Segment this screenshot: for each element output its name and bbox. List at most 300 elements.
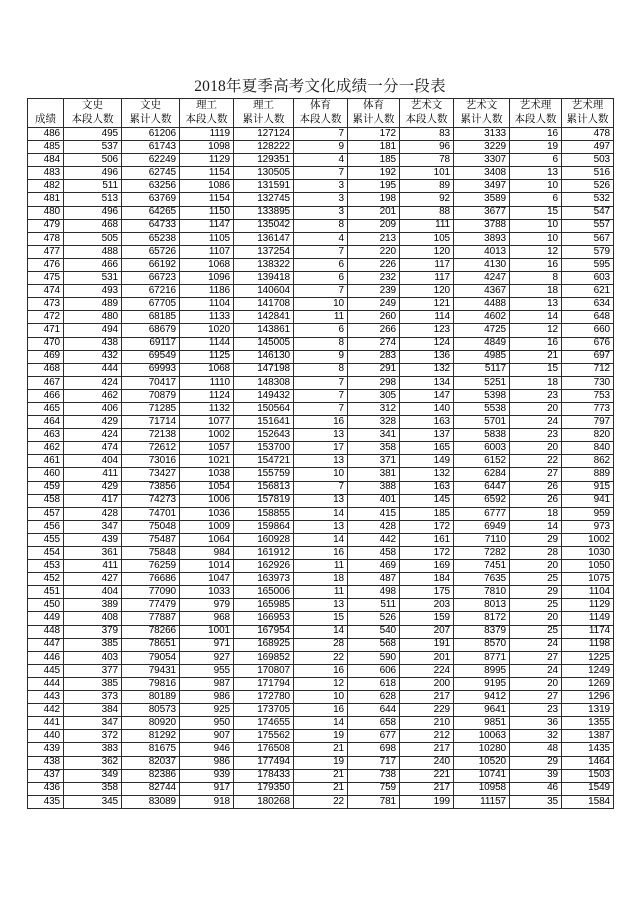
cell-wenshi-duan: 373 — [64, 691, 122, 704]
cell-ligong-duan: 925 — [180, 704, 234, 717]
cell-wenshi-duan: 404 — [64, 455, 122, 468]
cell-wenshi-lei: 73856 — [122, 481, 180, 494]
cell-ligong-duan: 1009 — [180, 520, 234, 533]
cell-wenshi-duan: 379 — [64, 625, 122, 638]
cell-yishuli-duan: 32 — [510, 730, 562, 743]
cell-ligong-duan: 907 — [180, 730, 234, 743]
cell-ligong-duan: 1064 — [180, 533, 234, 546]
cell-yishuli-lei: 1050 — [562, 560, 614, 573]
table-row — [28, 756, 614, 769]
cell-ligong-lei: 153700 — [234, 442, 294, 455]
cell-yishuli-duan: 6 — [510, 154, 562, 167]
cell-wenshi-duan: 428 — [64, 507, 122, 520]
cell-ligong-lei: 168925 — [234, 638, 294, 651]
table-row — [28, 507, 614, 520]
cell-yishuli-lei: 1030 — [562, 547, 614, 560]
cell-tiyu-duan: 7 — [294, 128, 348, 141]
cell-wenshi-duan: 403 — [64, 651, 122, 664]
cell-tiyu-lei: 428 — [348, 520, 400, 533]
cell-tiyu-lei: 249 — [348, 298, 400, 311]
cell-wenshi-lei: 77887 — [122, 612, 180, 625]
cell-yishuwen-lei: 10741 — [454, 769, 510, 782]
cell-tiyu-lei: 226 — [348, 258, 400, 271]
table-row — [28, 560, 614, 573]
cell-ligong-lei: 156813 — [234, 481, 294, 494]
cell-yishuwen-lei: 3677 — [454, 206, 510, 219]
cell-wenshi-lei: 80573 — [122, 704, 180, 717]
cell-wenshi-lei: 78266 — [122, 625, 180, 638]
cell-yishuli-lei: 1355 — [562, 717, 614, 730]
cell-yishuwen-duan: 88 — [400, 206, 454, 219]
cell-tiyu-lei: 209 — [348, 219, 400, 232]
cell-yishuli-lei: 1249 — [562, 664, 614, 677]
cell-tiyu-lei: 698 — [348, 743, 400, 756]
cell-wenshi-lei: 69549 — [122, 350, 180, 363]
cell-yishuli-duan: 48 — [510, 743, 562, 756]
column-header-sub-label: 累计人数 — [352, 114, 395, 125]
cell-wenshi-lei: 66723 — [122, 272, 180, 285]
table-row — [28, 324, 614, 337]
column-header-wenshi-lei — [122, 99, 180, 128]
cell-wenshi-lei: 75487 — [122, 533, 180, 546]
cell-tiyu-duan: 21 — [294, 743, 348, 756]
cell-tiyu-lei: 213 — [348, 232, 400, 245]
cell-wenshi-duan: 417 — [64, 494, 122, 507]
cell-yishuli-duan: 26 — [510, 494, 562, 507]
cell-yishuwen-lei: 3893 — [454, 232, 510, 245]
column-header-group-label: 艺术理 — [519, 100, 552, 111]
column-header-group-label: 艺术文 — [465, 100, 498, 111]
cell-tiyu-lei: 415 — [348, 507, 400, 520]
cell-score: 440 — [28, 730, 64, 743]
column-header-sub-label: 本段人数 — [71, 114, 114, 125]
cell-tiyu-duan: 7 — [294, 389, 348, 402]
cell-tiyu-lei: 328 — [348, 416, 400, 429]
cell-yishuwen-duan: 163 — [400, 481, 454, 494]
cell-tiyu-duan: 3 — [294, 180, 348, 193]
cell-wenshi-duan: 429 — [64, 481, 122, 494]
cell-tiyu-duan: 10 — [294, 298, 348, 311]
cell-ligong-lei: 138322 — [234, 258, 294, 271]
cell-tiyu-lei: 540 — [348, 625, 400, 638]
page-title: 2018年夏季高考文化成绩一分一段表 — [194, 78, 446, 95]
cell-wenshi-duan: 496 — [64, 167, 122, 180]
cell-ligong-lei: 139418 — [234, 272, 294, 285]
cell-tiyu-lei: 172 — [348, 128, 400, 141]
cell-wenshi-duan: 362 — [64, 756, 122, 769]
cell-tiyu-lei: 717 — [348, 756, 400, 769]
column-header-sub-label: 本段人数 — [299, 114, 342, 125]
cell-wenshi-lei: 83089 — [122, 795, 180, 808]
cell-score: 484 — [28, 154, 64, 167]
cell-tiyu-lei: 526 — [348, 612, 400, 625]
cell-tiyu-lei: 498 — [348, 586, 400, 599]
cell-wenshi-lei: 68185 — [122, 311, 180, 324]
cell-yishuwen-lei: 7282 — [454, 547, 510, 560]
cell-wenshi-duan: 488 — [64, 245, 122, 258]
cell-yishuli-duan: 23 — [510, 704, 562, 717]
cell-ligong-duan: 1125 — [180, 350, 234, 363]
cell-tiyu-lei: 201 — [348, 206, 400, 219]
cell-score: 456 — [28, 520, 64, 533]
cell-ligong-duan: 1105 — [180, 232, 234, 245]
cell-tiyu-duan: 4 — [294, 232, 348, 245]
cell-ligong-lei: 165006 — [234, 586, 294, 599]
cell-tiyu-duan: 15 — [294, 612, 348, 625]
cell-tiyu-lei: 781 — [348, 795, 400, 808]
cell-yishuli-duan: 20 — [510, 402, 562, 415]
cell-ligong-duan: 1057 — [180, 442, 234, 455]
cell-yishuwen-duan: 145 — [400, 494, 454, 507]
cell-tiyu-duan: 19 — [294, 730, 348, 743]
table-row — [28, 389, 614, 402]
column-header-group-label: 理工 — [253, 100, 274, 111]
cell-yishuwen-duan: 120 — [400, 285, 454, 298]
cell-yishuli-duan: 27 — [510, 651, 562, 664]
cell-yishuli-lei: 697 — [562, 350, 614, 363]
cell-wenshi-duan: 424 — [64, 429, 122, 442]
cell-yishuwen-duan: 134 — [400, 376, 454, 389]
cell-wenshi-duan: 389 — [64, 599, 122, 612]
cell-wenshi-lei: 76686 — [122, 573, 180, 586]
cell-yishuli-lei: 1198 — [562, 638, 614, 651]
cell-score: 469 — [28, 350, 64, 363]
cell-yishuwen-duan: 78 — [400, 154, 454, 167]
cell-wenshi-lei: 64265 — [122, 206, 180, 219]
cell-tiyu-duan: 19 — [294, 756, 348, 769]
cell-ligong-lei: 141708 — [234, 298, 294, 311]
cell-yishuwen-lei: 6777 — [454, 507, 510, 520]
cell-tiyu-lei: 738 — [348, 769, 400, 782]
cell-tiyu-duan: 18 — [294, 573, 348, 586]
score-distribution-table — [27, 98, 614, 809]
cell-yishuwen-lei: 3307 — [454, 154, 510, 167]
cell-yishuli-duan: 20 — [510, 677, 562, 690]
table-row — [28, 664, 614, 677]
cell-score: 464 — [28, 416, 64, 429]
cell-ligong-duan: 1096 — [180, 272, 234, 285]
cell-yishuli-lei: 567 — [562, 232, 614, 245]
cell-tiyu-lei: 220 — [348, 245, 400, 258]
cell-wenshi-duan: 345 — [64, 795, 122, 808]
cell-yishuli-lei: 1503 — [562, 769, 614, 782]
cell-ligong-duan: 1104 — [180, 298, 234, 311]
table-row — [28, 586, 614, 599]
table-row — [28, 154, 614, 167]
cell-tiyu-lei: 232 — [348, 272, 400, 285]
cell-yishuli-lei: 820 — [562, 429, 614, 442]
cell-ligong-lei: 162926 — [234, 560, 294, 573]
cell-yishuwen-duan: 83 — [400, 128, 454, 141]
cell-ligong-duan: 1154 — [180, 167, 234, 180]
cell-yishuli-lei: 478 — [562, 128, 614, 141]
cell-wenshi-duan: 377 — [64, 664, 122, 677]
column-header-sub-label: 累计人数 — [129, 114, 172, 125]
cell-yishuwen-duan: 172 — [400, 520, 454, 533]
cell-wenshi-duan: 349 — [64, 769, 122, 782]
cell-tiyu-duan: 10 — [294, 691, 348, 704]
cell-tiyu-duan: 16 — [294, 547, 348, 560]
cell-score: 441 — [28, 717, 64, 730]
cell-yishuli-lei: 1296 — [562, 691, 614, 704]
cell-score: 448 — [28, 625, 64, 638]
cell-yishuli-lei: 595 — [562, 258, 614, 271]
column-header-wenshi-duan — [64, 99, 122, 128]
cell-yishuli-duan: 8 — [510, 272, 562, 285]
column-header-group-label: 体育 — [310, 100, 331, 111]
cell-yishuli-lei: 915 — [562, 481, 614, 494]
cell-wenshi-duan: 531 — [64, 272, 122, 285]
cell-yishuli-duan: 25 — [510, 599, 562, 612]
cell-tiyu-duan: 14 — [294, 625, 348, 638]
cell-yishuli-duan: 46 — [510, 782, 562, 795]
cell-wenshi-lei: 61206 — [122, 128, 180, 141]
cell-ligong-lei: 130505 — [234, 167, 294, 180]
cell-ligong-duan: 1020 — [180, 324, 234, 337]
cell-wenshi-duan: 439 — [64, 533, 122, 546]
cell-yishuwen-duan: 111 — [400, 219, 454, 232]
table-row — [28, 704, 614, 717]
cell-tiyu-lei: 677 — [348, 730, 400, 743]
cell-ligong-lei: 175562 — [234, 730, 294, 743]
cell-tiyu-duan: 7 — [294, 376, 348, 389]
table-row — [28, 350, 614, 363]
cell-ligong-duan: 1014 — [180, 560, 234, 573]
cell-tiyu-lei: 401 — [348, 494, 400, 507]
cell-ligong-duan: 917 — [180, 782, 234, 795]
cell-yishuwen-lei: 3589 — [454, 193, 510, 206]
table-row — [28, 547, 614, 560]
cell-yishuwen-duan: 175 — [400, 586, 454, 599]
cell-yishuwen-lei: 8379 — [454, 625, 510, 638]
cell-wenshi-lei: 62745 — [122, 167, 180, 180]
cell-yishuwen-duan: 163 — [400, 416, 454, 429]
cell-ligong-lei: 173705 — [234, 704, 294, 717]
cell-yishuli-lei: 532 — [562, 193, 614, 206]
cell-ligong-lei: 171794 — [234, 677, 294, 690]
cell-tiyu-lei: 759 — [348, 782, 400, 795]
cell-yishuwen-lei: 10520 — [454, 756, 510, 769]
cell-tiyu-duan: 8 — [294, 363, 348, 376]
column-header-ligong-duan — [180, 99, 234, 128]
cell-yishuli-duan: 18 — [510, 285, 562, 298]
cell-yishuli-lei: 1319 — [562, 704, 614, 717]
cell-tiyu-duan: 4 — [294, 154, 348, 167]
cell-ligong-duan: 950 — [180, 717, 234, 730]
cell-ligong-lei: 157819 — [234, 494, 294, 507]
table-row — [28, 573, 614, 586]
cell-yishuli-duan: 29 — [510, 533, 562, 546]
cell-wenshi-duan: 496 — [64, 206, 122, 219]
cell-wenshi-lei: 69993 — [122, 363, 180, 376]
table-row — [28, 311, 614, 324]
cell-wenshi-duan: 385 — [64, 638, 122, 651]
cell-tiyu-duan: 7 — [294, 245, 348, 258]
table-row — [28, 743, 614, 756]
cell-yishuwen-duan: 89 — [400, 180, 454, 193]
column-header-sub-label: 本段人数 — [405, 114, 448, 125]
column-header-group-label: 文史 — [82, 100, 103, 111]
cell-ligong-duan: 1021 — [180, 455, 234, 468]
column-header-yishuli-duan — [510, 99, 562, 128]
cell-tiyu-lei: 305 — [348, 389, 400, 402]
cell-yishuwen-duan: 124 — [400, 337, 454, 350]
cell-yishuwen-lei: 6592 — [454, 494, 510, 507]
cell-tiyu-duan: 8 — [294, 219, 348, 232]
cell-yishuli-duan: 13 — [510, 298, 562, 311]
cell-ligong-lei: 147198 — [234, 363, 294, 376]
cell-ligong-lei: 149432 — [234, 389, 294, 402]
cell-tiyu-lei: 283 — [348, 350, 400, 363]
cell-yishuwen-lei: 11157 — [454, 795, 510, 808]
cell-yishuli-lei: 497 — [562, 141, 614, 154]
cell-score: 436 — [28, 782, 64, 795]
cell-wenshi-lei: 81292 — [122, 730, 180, 743]
cell-ligong-duan: 1054 — [180, 481, 234, 494]
cell-ligong-duan: 1047 — [180, 573, 234, 586]
cell-wenshi-lei: 82386 — [122, 769, 180, 782]
cell-yishuli-duan: 24 — [510, 416, 562, 429]
cell-ligong-lei: 150564 — [234, 402, 294, 415]
cell-score: 442 — [28, 704, 64, 717]
cell-ligong-duan: 986 — [180, 756, 234, 769]
cell-yishuwen-duan: 191 — [400, 638, 454, 651]
cell-score: 439 — [28, 743, 64, 756]
table-row — [28, 782, 614, 795]
cell-tiyu-duan: 7 — [294, 402, 348, 415]
cell-ligong-lei: 129351 — [234, 154, 294, 167]
cell-score: 473 — [28, 298, 64, 311]
cell-score: 452 — [28, 573, 64, 586]
cell-score: 459 — [28, 481, 64, 494]
cell-yishuli-duan: 10 — [510, 232, 562, 245]
cell-yishuwen-duan: 185 — [400, 507, 454, 520]
cell-tiyu-lei: 644 — [348, 704, 400, 717]
cell-score: 446 — [28, 651, 64, 664]
cell-wenshi-lei: 61743 — [122, 141, 180, 154]
cell-score: 474 — [28, 285, 64, 298]
cell-ligong-lei: 128222 — [234, 141, 294, 154]
cell-ligong-lei: 146130 — [234, 350, 294, 363]
cell-score: 482 — [28, 180, 64, 193]
cell-wenshi-lei: 71285 — [122, 402, 180, 415]
cell-score: 465 — [28, 402, 64, 415]
cell-score: 455 — [28, 533, 64, 546]
cell-yishuli-lei: 1387 — [562, 730, 614, 743]
cell-score: 475 — [28, 272, 64, 285]
cell-wenshi-duan: 474 — [64, 442, 122, 455]
cell-yishuwen-lei: 7635 — [454, 573, 510, 586]
cell-yishuli-lei: 941 — [562, 494, 614, 507]
table-head — [28, 99, 614, 128]
cell-ligong-lei: 178433 — [234, 769, 294, 782]
cell-yishuwen-lei: 7110 — [454, 533, 510, 546]
cell-yishuli-lei: 1002 — [562, 533, 614, 546]
cell-yishuwen-lei: 4849 — [454, 337, 510, 350]
cell-yishuwen-duan: 101 — [400, 167, 454, 180]
cell-tiyu-duan: 14 — [294, 717, 348, 730]
cell-ligong-lei: 154721 — [234, 455, 294, 468]
cell-yishuli-duan: 29 — [510, 586, 562, 599]
cell-yishuli-lei: 840 — [562, 442, 614, 455]
column-header-sub-label: 本段人数 — [185, 114, 228, 125]
table-row — [28, 193, 614, 206]
cell-wenshi-lei: 80920 — [122, 717, 180, 730]
cell-yishuli-lei: 1104 — [562, 586, 614, 599]
cell-yishuwen-duan: 132 — [400, 363, 454, 376]
table-row — [28, 180, 614, 193]
cell-yishuwen-lei: 4247 — [454, 272, 510, 285]
cell-yishuwen-duan: 207 — [400, 625, 454, 638]
cell-yishuli-duan: 12 — [510, 324, 562, 337]
column-header-sub-label: 累计人数 — [242, 114, 285, 125]
cell-tiyu-lei: 658 — [348, 717, 400, 730]
cell-score: 451 — [28, 586, 64, 599]
column-header-tiyu-lei — [348, 99, 400, 128]
cell-yishuwen-duan: 114 — [400, 311, 454, 324]
cell-ligong-lei: 142841 — [234, 311, 294, 324]
table-row — [28, 691, 614, 704]
cell-ligong-duan: 1002 — [180, 429, 234, 442]
cell-yishuli-duan: 26 — [510, 481, 562, 494]
column-header-group-label: 理工 — [196, 100, 217, 111]
cell-wenshi-lei: 65238 — [122, 232, 180, 245]
cell-yishuli-duan: 35 — [510, 795, 562, 808]
cell-wenshi-lei: 82037 — [122, 756, 180, 769]
cell-wenshi-lei: 75048 — [122, 520, 180, 533]
cell-yishuli-duan: 23 — [510, 429, 562, 442]
cell-yishuwen-lei: 9412 — [454, 691, 510, 704]
cell-tiyu-duan: 6 — [294, 272, 348, 285]
cell-score: 477 — [28, 245, 64, 258]
cell-ligong-lei: 176508 — [234, 743, 294, 756]
cell-yishuwen-duan: 140 — [400, 402, 454, 415]
table-row — [28, 651, 614, 664]
table-row — [28, 612, 614, 625]
cell-yishuli-duan: 20 — [510, 612, 562, 625]
cell-tiyu-duan: 6 — [294, 324, 348, 337]
cell-wenshi-lei: 77090 — [122, 586, 180, 599]
table-row — [28, 416, 614, 429]
cell-tiyu-lei: 371 — [348, 455, 400, 468]
cell-ligong-duan: 1068 — [180, 258, 234, 271]
table-row — [28, 625, 614, 638]
cell-yishuwen-lei: 5251 — [454, 376, 510, 389]
cell-ligong-duan: 1107 — [180, 245, 234, 258]
cell-ligong-lei: 158855 — [234, 507, 294, 520]
cell-yishuwen-lei: 7810 — [454, 586, 510, 599]
cell-yishuwen-lei: 6284 — [454, 468, 510, 481]
cell-yishuli-duan: 36 — [510, 717, 562, 730]
cell-tiyu-duan: 7 — [294, 481, 348, 494]
cell-ligong-duan: 987 — [180, 677, 234, 690]
cell-wenshi-duan: 468 — [64, 219, 122, 232]
cell-wenshi-lei: 67705 — [122, 298, 180, 311]
cell-ligong-lei: 155759 — [234, 468, 294, 481]
cell-yishuwen-lei: 5117 — [454, 363, 510, 376]
column-header-group-label: 艺术文 — [410, 100, 443, 111]
column-header-group-label: 体育 — [363, 100, 384, 111]
cell-score: 471 — [28, 324, 64, 337]
cell-yishuwen-lei: 4013 — [454, 245, 510, 258]
cell-ligong-lei: 174655 — [234, 717, 294, 730]
cell-wenshi-lei: 63256 — [122, 180, 180, 193]
cell-yishuli-lei: 1149 — [562, 612, 614, 625]
cell-yishuwen-lei: 4725 — [454, 324, 510, 337]
cell-tiyu-duan: 9 — [294, 141, 348, 154]
cell-ligong-duan: 1006 — [180, 494, 234, 507]
cell-yishuwen-lei: 5538 — [454, 402, 510, 415]
